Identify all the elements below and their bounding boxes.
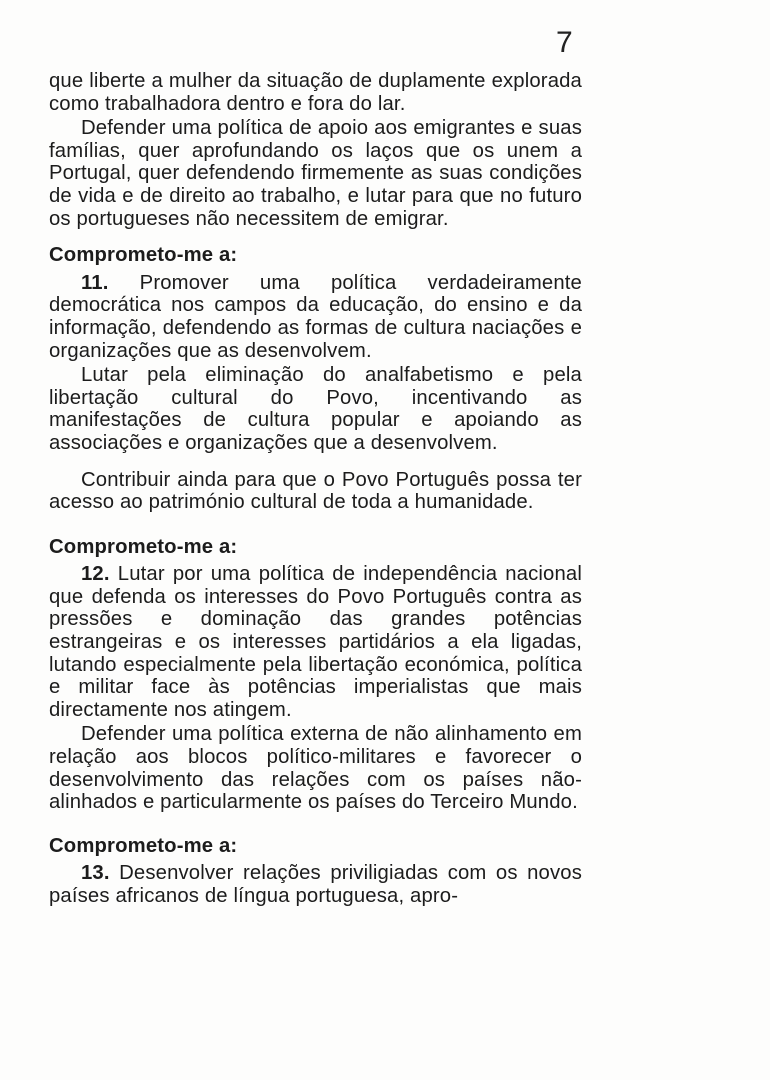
numbered-paragraph [49,272,582,362]
paragraph: que liberte a mulher da situação de duplamente explorada como trabalhadora dentro e fora do lar. [49,70,582,115]
paragraph: Defender uma política de apoio aos emigrantes e suas famílias, quer aprofundando os laços que os unem a Portugal, quer defendendo firmemente as suas condições de vida e de direito ao trabalho, e lutar para que no futuro os portugueses não necessitem de emigrar. [49,117,582,230]
paragraph-text: Desenvolver relações priviligiadas com os novos países africanos de língua portuguesa, apro- [49,862,582,907]
numbered-paragraph [49,563,582,721]
item-number: 12. [81,563,110,586]
section-heading: Comprometo-me a: [49,535,238,558]
paragraph-text: Lutar por uma política de independência nacional que defenda os interesses do Povo Português contra as pressões e dominação das grandes potências estrangeiras e os interesses partidários a ela ligadas, lutando especialmente pela libertação económica, política e militar face às potências imperialistas que mais directamente nos atingem. [49,563,582,721]
paragraph-text: Promover uma política verdadeiramente democrática nos campos da educação, do ensino e da informação, defendendo as formas de cultura naciações e organizações que as desenvolvem. [49,271,582,362]
section-heading: Comprometo-me a: [49,834,238,857]
page-number: 7 [556,26,573,59]
item-number: 11. [81,271,109,294]
document-body [49,70,582,908]
paragraph: Lutar pela eliminação do analfabetismo e pela libertação cultural do Povo, incentivando as manifestações de cultura popular e apoiando as associações e organizações que a desenvolvem. [49,364,582,454]
item-number: 13. [81,862,110,885]
section-heading: Comprometo-me a: [49,244,238,267]
numbered-paragraph [49,862,582,907]
paragraph: Contribuir ainda para que o Povo Português possa ter acesso ao património cultural de toda a humanidade. [49,468,582,514]
paragraph: Defender uma política externa de não alinhamento em relação aos blocos político-militares e favorecer o desenvolvimento das relações com os países não-alinhados e particularmente os países do Terceiro Mundo. [49,723,582,814]
